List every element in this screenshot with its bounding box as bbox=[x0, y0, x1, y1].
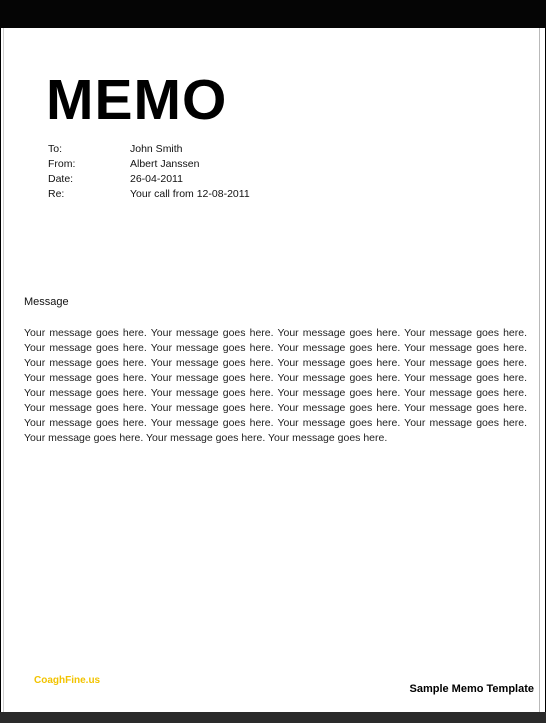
memo-title: MEMO bbox=[46, 68, 228, 132]
memo-header-fields bbox=[48, 142, 250, 202]
field-value-to: John Smith bbox=[130, 143, 183, 155]
field-row-from bbox=[48, 157, 250, 172]
left-border-line bbox=[3, 28, 4, 712]
field-row-re bbox=[48, 187, 250, 202]
top-border-bar bbox=[0, 0, 546, 28]
message-body: Your message goes here. Your message goes here. Your message goes here. Your message goes here. Your message goes here. Your message goes here. Your message goes here. Your message goes here. Your message goes here. Your message goes here. Your message goes here. Your message goes here. Your message goes here. Your message goes here. Your message goes here. Your message goes here. Your message goes here. Your message goes here. Your message goes here. Your message goes here. Your message goes here. Your message goes here. Your message goes here. Your message goes here. Your message goes here. Your message goes here. Your message goes here. Your message goes here. Your message goes here. Your message goes here. Your message goes here. bbox=[24, 327, 527, 444]
footer-caption: Sample Memo Template bbox=[409, 683, 534, 695]
bottom-border-bar bbox=[0, 712, 546, 723]
field-value-re: Your call from 12-08-2011 bbox=[130, 188, 250, 200]
field-label-to: To: bbox=[48, 143, 63, 155]
field-label-re: Re: bbox=[48, 188, 65, 200]
message-heading: Message bbox=[24, 296, 69, 308]
field-value-date: 26-04-2011 bbox=[130, 173, 183, 185]
right-border-line bbox=[539, 28, 540, 712]
field-label-from: From: bbox=[48, 158, 76, 170]
field-row-to bbox=[48, 142, 250, 157]
field-value-from: Albert Janssen bbox=[130, 158, 200, 170]
field-row-date bbox=[48, 172, 250, 187]
field-label-date: Date: bbox=[48, 173, 74, 185]
watermark-text: CoaghFine.us bbox=[34, 675, 101, 686]
